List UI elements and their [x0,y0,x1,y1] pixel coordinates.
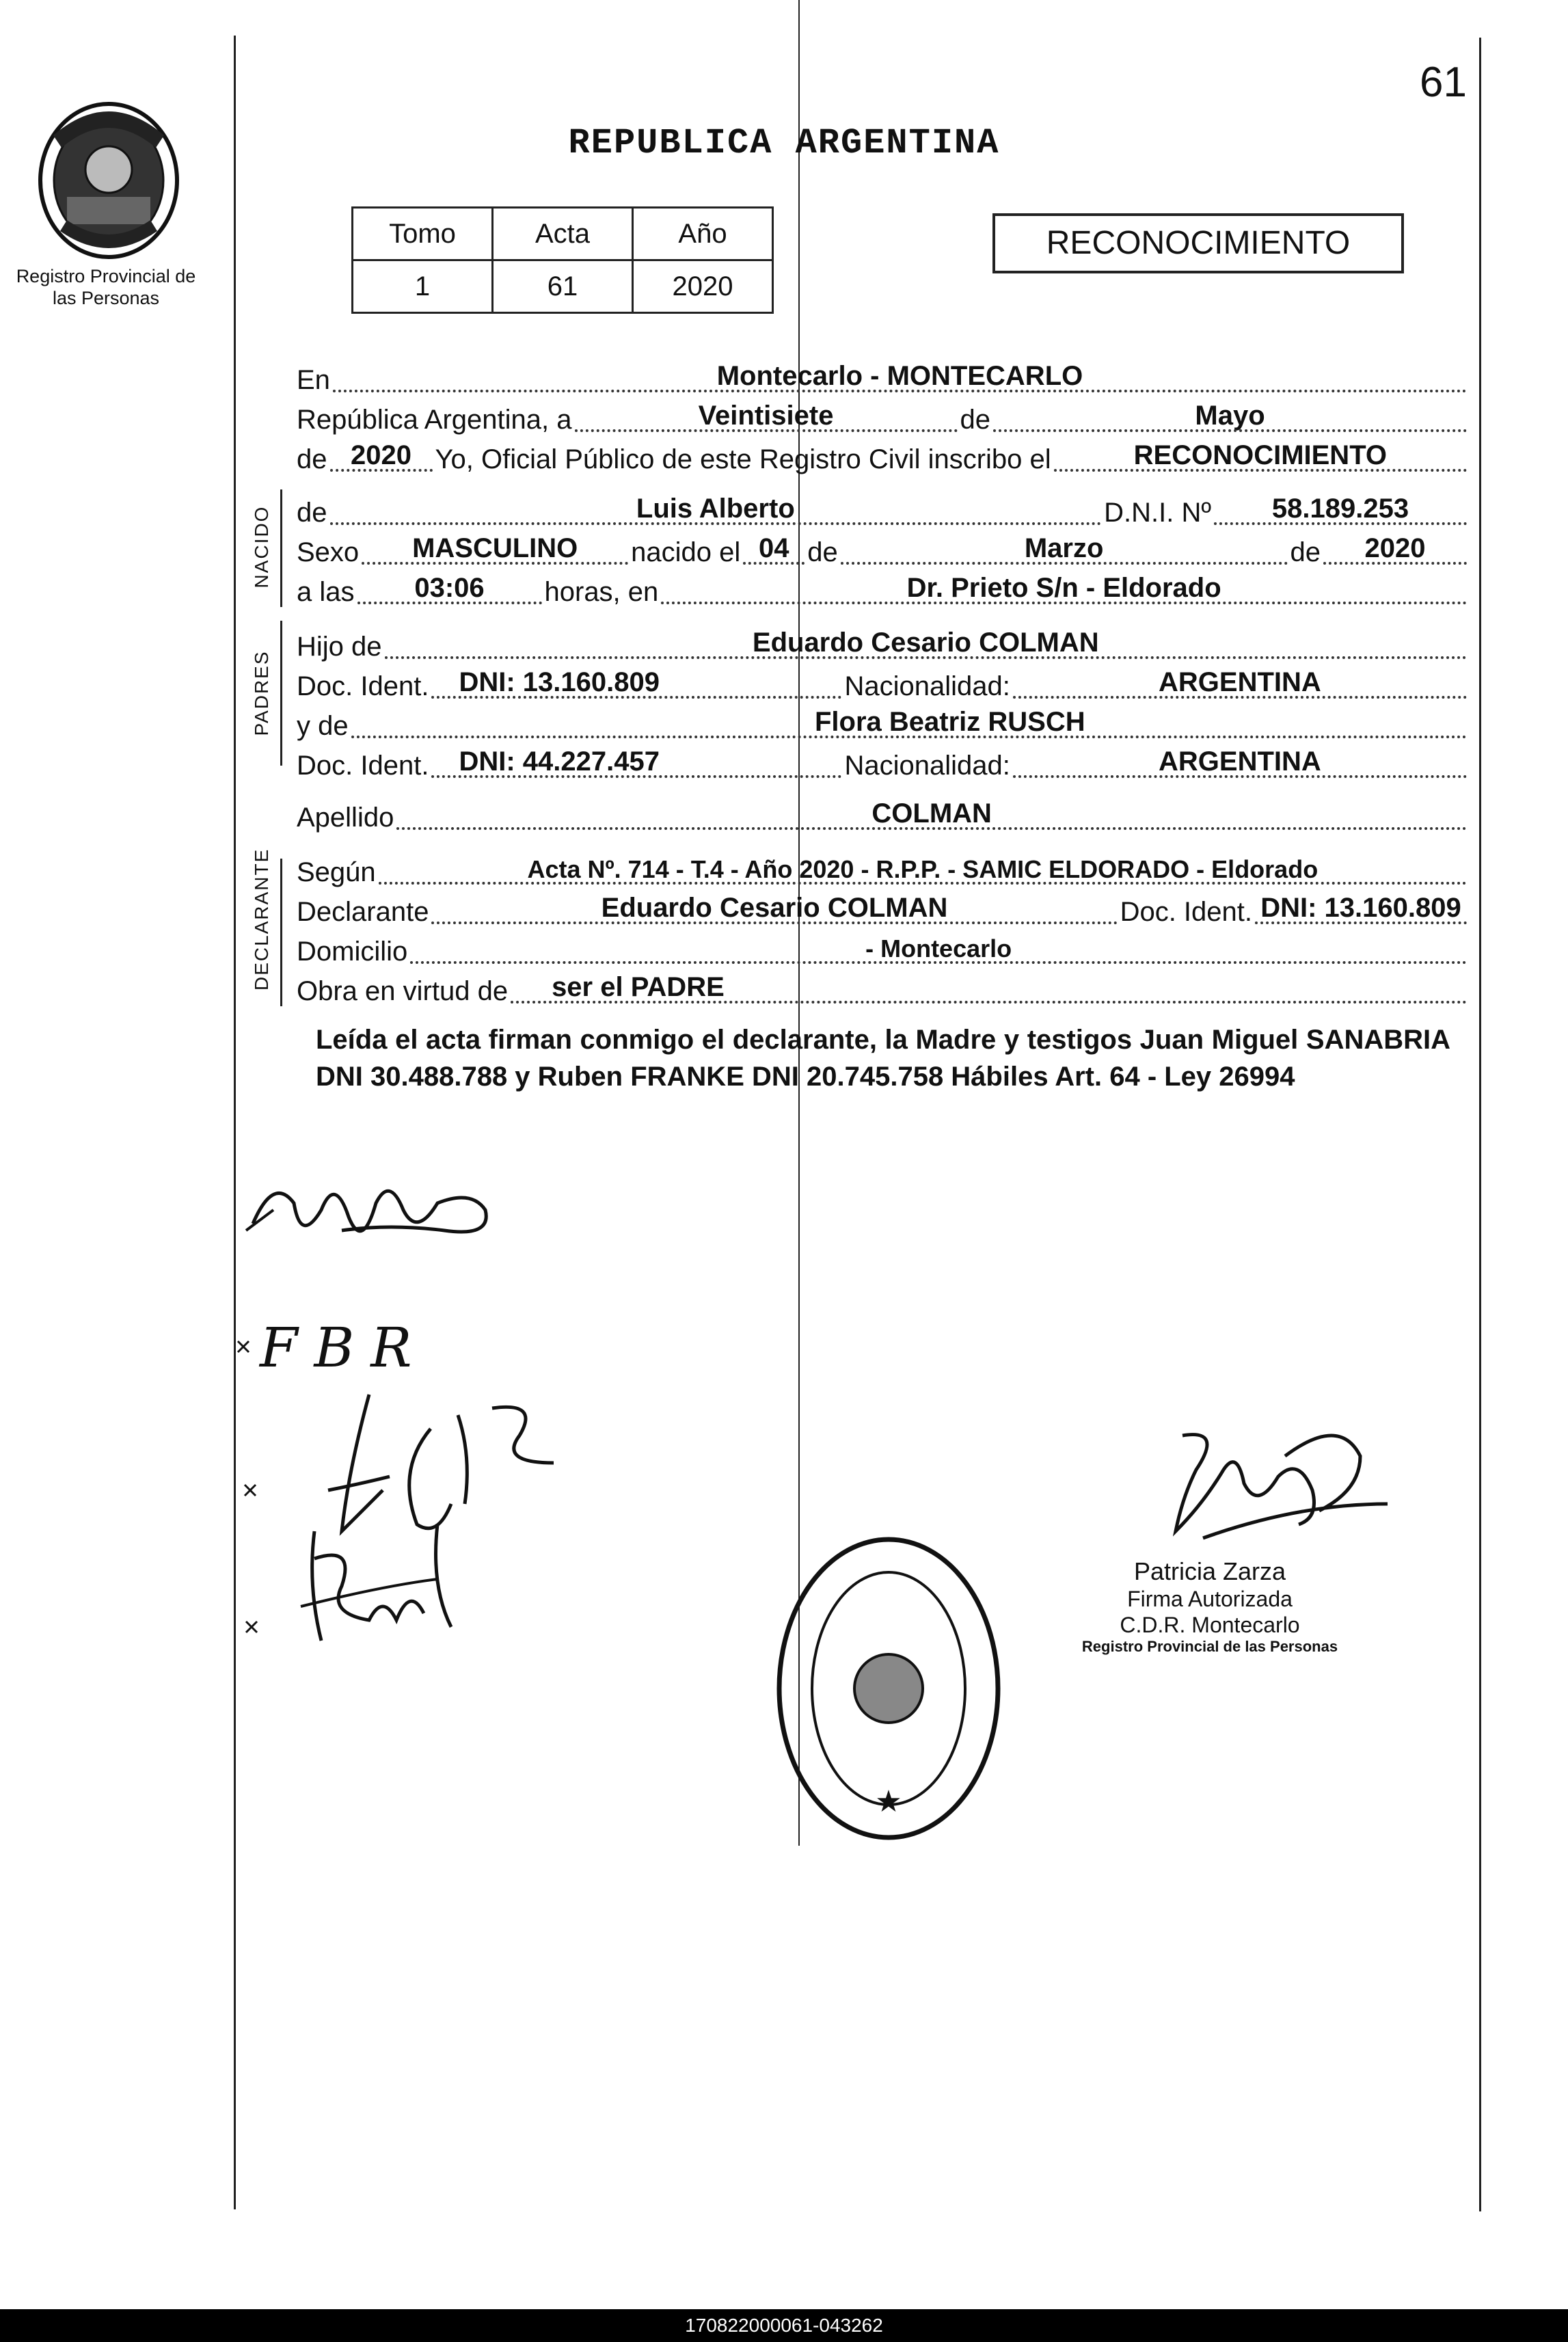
segun-value: Acta Nº. 714 - T.4 - Año 2020 - R.P.P. - SAMIC ELDORADO - Eldorado [527,855,1319,883]
obra-label: Obra en virtud de [297,976,509,1006]
birth-day-value: 04 [759,533,789,563]
record-table [351,206,774,314]
republica-label: República Argentina, a [297,405,572,435]
segun-label: Según [297,857,376,887]
de-year-label: de [297,444,327,474]
officer-office: C.D.R. Montecarlo [1120,1613,1300,1637]
name-label: de [297,498,327,528]
nacido-section-label: NACIDO [251,505,272,589]
domicilio-value: - Montecarlo [865,934,1012,963]
row-year [297,438,1470,474]
de-birth-year-label: de [1290,537,1321,567]
witness-signature [301,1518,465,1654]
declarante-signature [246,1162,506,1258]
officer-registry: Registro Provincial de las Personas [1081,1638,1338,1655]
mother-nationality-label: Nacionalidad: [844,751,1010,781]
record-header-acta: Acta [493,208,633,260]
row-segun [297,850,1470,887]
father-doc-value: DNI: 13.160.809 [459,667,660,697]
nacido-label: nacido el [631,537,741,567]
year-value: 2020 [351,440,411,470]
horas-label: horas, en [544,577,659,607]
day-value: Veintisiete [698,401,834,431]
mother-value: Flora Beatriz RUSCH [814,707,1085,737]
mark-x-3 [245,1620,258,1634]
record-value-ano: 2020 [633,260,773,313]
domicilio-label: Domicilio [297,937,408,967]
declarante-label: Declarante [297,897,429,927]
birth-place-value: Dr. Prieto S/n - Eldorado [906,573,1221,603]
yo-text: Yo, Oficial Público de este Registro Civil inscribo el [435,444,1051,474]
month-value: Mayo [1195,401,1265,431]
row-hour [297,570,1470,607]
registry-caption: Registro Provincial de las Personas [16,266,196,308]
row-father [297,625,1470,662]
father-nationality-label: Nacionalidad: [844,671,1010,701]
row-surname [297,796,1470,833]
record-header-ano: Año [633,208,773,260]
sexo-label: Sexo [297,537,360,567]
provincia-misiones-logo [33,94,185,267]
footer-code: 170822000061-043262 [685,2315,883,2336]
closing-statement: Leída el acta firman conmigo el declarante, la Madre y testigos Juan Miguel SANABRIA DNI 30.488.788 y Ruben FRANKE DNI 20.745.758 Hábiles Art. 64 - Ley 26994 [316,1025,1450,1092]
birth-month-value: Marzo [1024,533,1104,563]
mother-nationality-value: ARGENTINA [1159,746,1321,777]
handwritten-initials: FBR [260,1316,429,1379]
place-value: Montecarlo - MONTECARLO [716,361,1083,391]
dni-label: D.N.I. Nº [1104,498,1211,528]
de-birth-label: de [807,537,838,567]
mother-doc-label: Doc. Ident. [297,751,429,781]
a-las-label: a las [297,577,355,607]
row-mother [297,704,1470,741]
officer-title: Firma Autorizada [1127,1587,1293,1611]
nacido-bracket [280,489,282,607]
apellido-label: Apellido [297,803,394,833]
footer-bar [0,2309,1568,2342]
row-declarante [297,890,1470,927]
father-doc-label: Doc. Ident. [297,671,429,701]
declarante-value: Eduardo Cesario COLMAN [601,893,948,923]
officer-name: Patricia Zarza [1133,1557,1286,1585]
declarante-section-label: DECLARANTE [251,848,272,991]
sexo-value: MASCULINO [412,533,578,563]
name-value: Luis Alberto [636,494,795,524]
row-domicilio [297,930,1470,967]
record-value-tomo: 1 [353,260,493,313]
obra-value: ser el PADRE [552,972,725,1002]
svg-text:★: ★ [875,1785,902,1818]
mark-x-2 [243,1483,257,1497]
padres-section-label: PADRES [251,650,272,736]
dni-value: 58.189.253 [1271,494,1409,524]
row-obra [297,969,1470,1006]
left-margin-line [234,36,236,2209]
record-type-box: RECONOCIMIENTO [992,213,1404,273]
record-value-acta: 61 [493,260,633,313]
record-header-tomo: Tomo [353,208,493,260]
mark-x-1 [236,1340,250,1354]
mother-doc-value: DNI: 44.227.457 [459,746,660,777]
row-name [297,491,1470,528]
padres-bracket [280,621,282,766]
declarante-doc-value: DNI: 13.160.809 [1260,893,1461,923]
y-de-label: y de [297,711,349,741]
official-seal [772,1531,1005,1846]
row-father-doc [297,664,1470,701]
surname-value: COLMAN [871,798,992,829]
row-date [297,398,1470,435]
right-margin-line [1479,38,1481,2211]
en-label: En [297,365,330,395]
de-label: de [960,405,990,435]
declarante-doc-label: Doc. Ident. [1120,897,1252,927]
act-value: RECONOCIMIENTO [1133,440,1388,470]
row-mother-doc [297,744,1470,781]
hour-value: 03:06 [414,573,485,603]
father-value: Eduardo Cesario COLMAN [752,628,1099,658]
officer-block [1046,1557,1374,1656]
birth-year-value: 2020 [1364,533,1426,563]
father-nationality-value: ARGENTINA [1159,667,1321,697]
page-number: 61 [1420,59,1467,106]
document-title: REPUBLICA ARGENTINA [568,123,1000,163]
hijo-label: Hijo de [297,632,382,662]
row-birth [297,530,1470,567]
row-place [297,358,1470,395]
officer-signature [1162,1415,1394,1552]
declarante-bracket [280,859,282,1006]
